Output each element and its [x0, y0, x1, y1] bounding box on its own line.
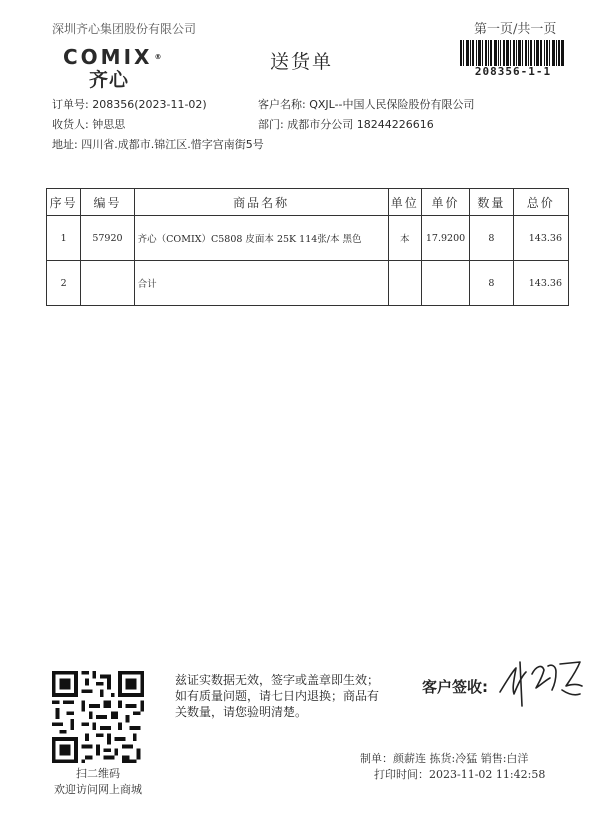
qr-code: [52, 671, 144, 763]
cell-product-name: 合计: [134, 261, 388, 306]
staff-info: 制单：颜薪连 拣货:冷猛 销售:白洋: [360, 752, 529, 765]
receiver-row: [52, 116, 125, 132]
cell-total: 143.36: [513, 216, 568, 261]
page-indicator: 第一页/共一页: [474, 22, 557, 37]
print-time: 打印时间：2023-11-02 11:42:58: [374, 768, 546, 781]
barcode-number: 208356-1-1: [474, 65, 552, 78]
department-label: 部门:: [258, 118, 284, 131]
comix-logo: [63, 47, 193, 95]
header-quantity: 数量: [470, 189, 513, 216]
cell-unit: [388, 261, 421, 306]
cell-quantity: 8: [470, 216, 513, 261]
header-seq: 序号: [47, 189, 81, 216]
header-code: 编号: [81, 189, 134, 216]
order-number-value: 208356(2023-11-02): [92, 98, 207, 111]
cell-total: 143.36: [513, 261, 568, 306]
handwritten-signature: [496, 654, 586, 710]
header-product-name: 商品名称: [134, 189, 388, 216]
items-table: [46, 188, 569, 306]
receiver-value: 钟思思: [92, 118, 126, 131]
barcode: [460, 40, 564, 66]
table-row: [47, 216, 569, 261]
department-row: [258, 116, 434, 132]
header-total: 总价: [513, 189, 568, 216]
validity-notice: 兹证实数据无效，签字或盖章即生效；如有质量问题，请七日内退换；商品有关数量，请您验明清楚。: [175, 673, 380, 719]
document-title: 送货单: [270, 51, 334, 73]
customer-name-label: 客户名称:: [258, 98, 306, 111]
cell-product-name: 齐心（COMIX）C5808 皮面本 25K 114张/本 黑色: [134, 216, 388, 261]
cell-seq: 2: [47, 261, 81, 306]
address-value: 四川省.成都市.锦江区.惜字宫南街5号: [81, 138, 264, 151]
cell-unit-price: 17.9200: [421, 216, 469, 261]
receiver-label: 收货人:: [52, 118, 89, 131]
customer-name-row: [258, 96, 475, 112]
logo-registered-mark: ®: [154, 53, 162, 61]
cell-code: [81, 261, 134, 306]
address-row: [52, 136, 264, 152]
cell-seq: 1: [47, 216, 81, 261]
cell-unit: 本: [388, 216, 421, 261]
header-unit: 单位: [388, 189, 421, 216]
customer-name-value: QXJL--中国人民保险股份有限公司: [309, 98, 475, 111]
order-number-row: [52, 96, 207, 112]
header-unit-price: 单价: [421, 189, 469, 216]
cell-unit-price: [421, 261, 469, 306]
department-value: 成都市分公司 18244226616: [287, 118, 434, 131]
cell-quantity: 8: [470, 261, 513, 306]
table-header-row: [47, 189, 569, 216]
qr-caption-visit: 欢迎访问网上商城: [54, 783, 142, 796]
logo-text-cn: 齐心: [89, 69, 130, 91]
address-label: 地址:: [52, 138, 78, 151]
cell-code: 57920: [81, 216, 134, 261]
company-name: 深圳齐心集团股份有限公司: [52, 22, 197, 36]
order-number-label: 订单号:: [52, 98, 89, 111]
customer-signature-label: 客户签收:: [422, 678, 488, 696]
logo-text-en: COMIX ®: [63, 45, 162, 69]
qr-caption-scan: 扫二维码: [76, 767, 120, 780]
table-row: [47, 261, 569, 306]
